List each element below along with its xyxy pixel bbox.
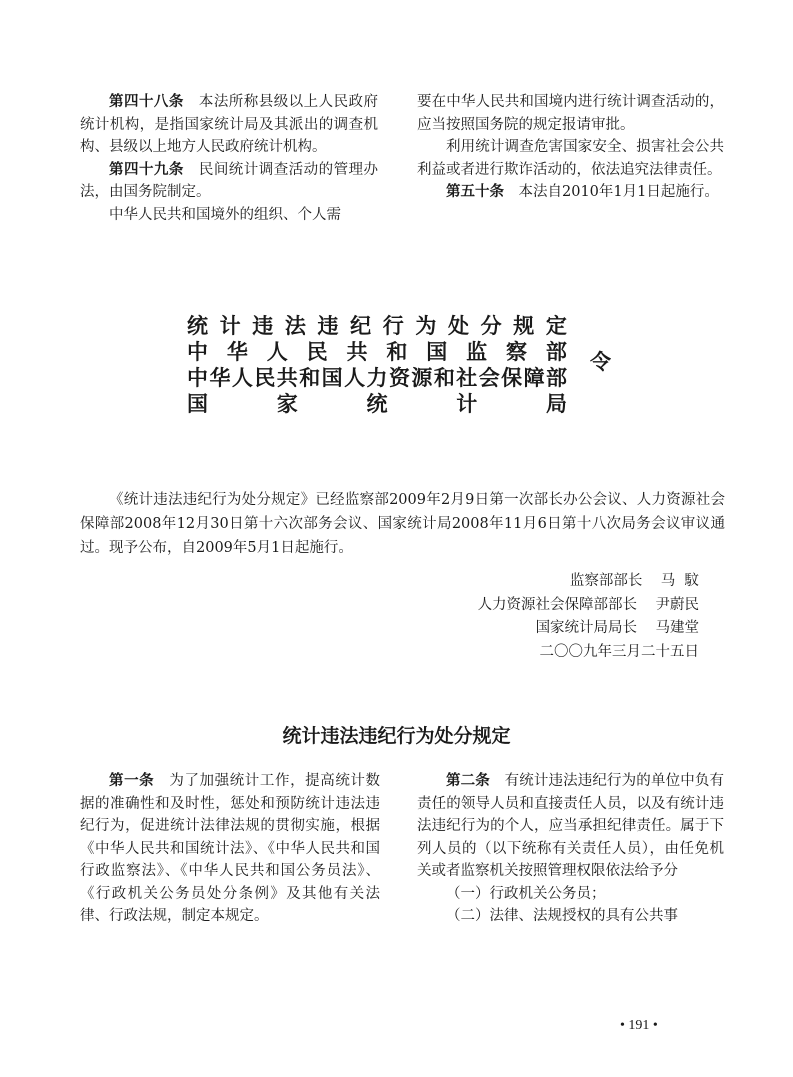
decree-title-char: 和 bbox=[299, 366, 321, 390]
decree-title-char: 民 bbox=[306, 340, 328, 364]
article-paragraph bbox=[417, 883, 724, 906]
article-label: 第四十八条 bbox=[109, 94, 184, 110]
decree-title-line bbox=[187, 313, 567, 339]
article-label: 第二条 bbox=[446, 773, 490, 789]
decree-title-char: 行 bbox=[382, 314, 404, 338]
article-paragraph bbox=[417, 91, 724, 136]
article-text: 利用统计调查危害国家安全、损害社会公共利益或者进行欺诈活动的，依法追究法律责任。 bbox=[417, 139, 724, 178]
article-paragraph bbox=[417, 136, 724, 181]
decree-title-char: 局 bbox=[546, 392, 567, 416]
article-text: 中华人民共和国境外的组织、个人需 bbox=[109, 206, 341, 223]
decree-title bbox=[187, 313, 567, 417]
article-label: 第四十九条 bbox=[109, 161, 184, 178]
article-paragraph bbox=[417, 770, 724, 883]
decree-title-char: 监 bbox=[466, 340, 488, 364]
decree-title-char: 社 bbox=[456, 366, 478, 390]
decree-ling: 令 bbox=[590, 350, 611, 374]
signature-row: 监察部部长 马 馼 bbox=[569, 573, 699, 589]
decree-title-char: 保 bbox=[501, 366, 523, 390]
article-text: （二）法律、法规授权的具有公共事 bbox=[446, 908, 678, 924]
article-paragraph bbox=[80, 159, 378, 204]
article-paragraph bbox=[417, 905, 724, 928]
top-left-column bbox=[80, 91, 378, 226]
decree-title-char: 法 bbox=[284, 314, 306, 338]
article-text: 本法所称县级以上人民政府统计机构，是指国家统计局及其派出的调查机构、县级以上地方人民政府统计机构。 bbox=[80, 94, 379, 155]
decree-title-char: 家 bbox=[276, 392, 298, 416]
decree-title-char: 华 bbox=[226, 340, 248, 364]
decree-title-char: 和 bbox=[386, 340, 408, 364]
decree-title-char: 资 bbox=[388, 366, 410, 390]
decree-title-char: 人 bbox=[231, 366, 253, 390]
decree-title-char: 障 bbox=[523, 366, 545, 390]
top-right-column bbox=[417, 91, 724, 204]
decree-title-char: 和 bbox=[433, 366, 455, 390]
article-text: 为了加强统计工作，提高统计数据的准确性和及时性，惩处和预防统计违法违纪行为，促进统计法律法规的贯彻实施，根据《中华人民共和国统计法》、《中华人民共和国行政监察法》、《中华人民共和国公务员法》、《行政机关公务员处分条例》及其他有关法律、行政法规，制定本规定。 bbox=[80, 773, 381, 924]
decree-title-char: 统 bbox=[187, 314, 208, 338]
decree-title-char: 纪 bbox=[350, 314, 372, 338]
decree-title-char: 计 bbox=[219, 314, 241, 338]
decree-title-line bbox=[187, 365, 567, 391]
decree-title-line bbox=[187, 339, 567, 365]
decree-title-char: 民 bbox=[254, 366, 276, 390]
article-text: 要在中华人民共和国境内进行统计调查活动的，应当按照国务院的规定报请审批。 bbox=[417, 94, 724, 133]
article-text: 本法自2010年1月1日起施行。 bbox=[518, 184, 719, 200]
decree-title-char: 国 bbox=[426, 340, 448, 364]
signature-row: 国家统计局局长 马建堂 bbox=[535, 620, 699, 636]
decree-title-char: 计 bbox=[456, 392, 478, 416]
decree-title-char: 察 bbox=[506, 340, 527, 364]
decree-title-char: 规 bbox=[513, 314, 535, 338]
page-number: • 191 • bbox=[620, 1018, 658, 1033]
decree-title-char: 源 bbox=[411, 366, 433, 390]
decree-title-char: 违 bbox=[252, 314, 274, 338]
article-text: 民间统计调查活动的管理办法，由国务院制定。 bbox=[80, 161, 379, 200]
decree-title-char: 部 bbox=[546, 366, 567, 390]
article-label: 第五十条 bbox=[446, 184, 504, 200]
signature-date: 二〇〇九年三月二十五日 bbox=[539, 643, 699, 660]
signature-row: 人力资源社会保障部部长 尹蔚民 bbox=[477, 596, 699, 613]
decree-title-char: 共 bbox=[346, 340, 368, 364]
decree-title-char: 为 bbox=[415, 314, 437, 338]
signatures bbox=[478, 570, 699, 664]
article-paragraph bbox=[80, 204, 378, 227]
article-text: （一）行政机关公务员； bbox=[446, 885, 606, 902]
decree-title-char: 统 bbox=[366, 392, 388, 416]
decree-title-char: 定 bbox=[545, 314, 567, 338]
decree-title-line bbox=[187, 391, 567, 417]
decree-title-char: 会 bbox=[478, 366, 500, 390]
decree-title-char: 人 bbox=[344, 366, 366, 390]
decree-title-char: 人 bbox=[266, 340, 288, 364]
bottom-right-column bbox=[417, 770, 724, 928]
decree-title-char: 国 bbox=[321, 366, 343, 390]
decree-title-char: 分 bbox=[480, 314, 502, 338]
article-paragraph bbox=[80, 770, 380, 928]
article-text: 有统计违法违纪行为的单位中负有责任的领导人员和直接责任人员，以及有统计违法违纪行为的个人，应当承担纪律责任。属于下列人员的（以下统称有关责任人员），由任免机关或者监察机关按照管理权限依法给予分 bbox=[417, 773, 725, 879]
decree-title-char: 中 bbox=[187, 340, 208, 364]
article-label: 第一条 bbox=[109, 773, 155, 789]
section-title: 统计违法违纪行为处分规定 bbox=[282, 725, 511, 747]
article-paragraph bbox=[417, 181, 724, 204]
decree-title-char: 处 bbox=[448, 314, 469, 338]
bottom-left-column bbox=[80, 770, 380, 928]
decree-title-char: 中 bbox=[187, 366, 208, 390]
decree-title-char: 力 bbox=[366, 366, 388, 390]
article-paragraph bbox=[80, 91, 378, 159]
decree-title-char: 违 bbox=[317, 314, 339, 338]
decree-title-char: 国 bbox=[187, 392, 208, 416]
decree-title-char: 华 bbox=[209, 366, 231, 390]
decree-title-char: 部 bbox=[545, 340, 567, 364]
announcement: 《统计违法违纪行为处分规定》已经监察部2009年2月9日第一次部长办公会议、人力资源社会保障部2008年12月30日第十六次部务会议、国家统计局2008年11月6日第十八次局务会议审议通过。现予公布，自2009年5月1日起施行。 bbox=[80, 492, 725, 556]
decree-title-char: 共 bbox=[276, 366, 298, 390]
